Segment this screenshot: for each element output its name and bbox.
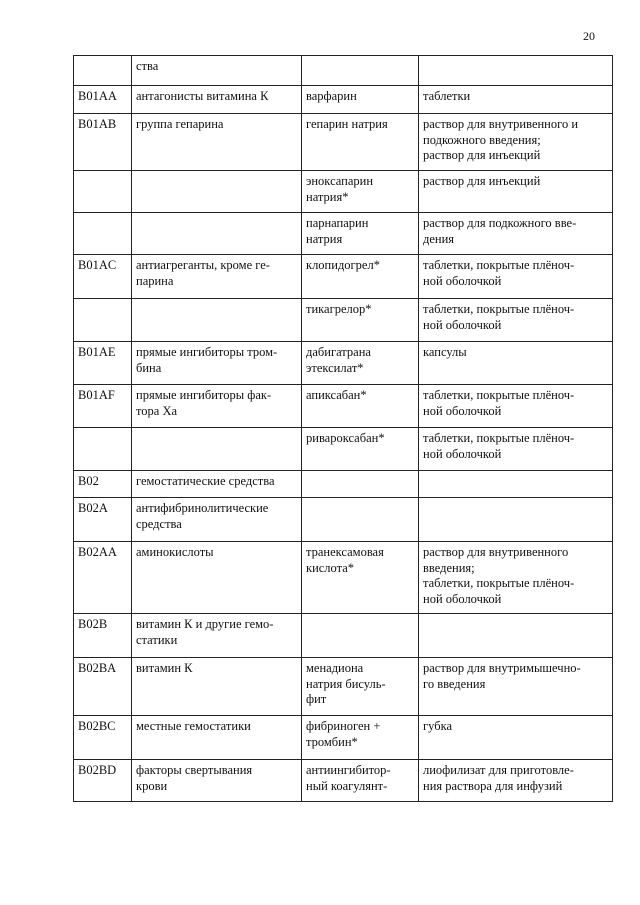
drug-classification-table	[73, 55, 613, 802]
group-cell: антифибринолитические средства	[132, 498, 302, 542]
drug-cell: клопидогрел*	[302, 255, 419, 299]
group-cell: аминокислоты	[132, 542, 302, 614]
drug-cell: антиингибитор- ный коагулянт-	[302, 760, 419, 802]
group-cell: витамин К и другие гемо- статики	[132, 614, 302, 658]
atc-code-cell	[74, 428, 132, 471]
dosage-form-cell	[419, 471, 613, 498]
dosage-form-cell: таблетки, покрытые плёноч- ной оболочкой	[419, 255, 613, 299]
group-cell: группа гепарина	[132, 114, 302, 171]
atc-code-cell: B02AA	[74, 542, 132, 614]
dosage-form-cell: таблетки, покрытые плёноч- ной оболочкой	[419, 428, 613, 471]
table-row	[74, 86, 613, 114]
dosage-form-cell: таблетки, покрытые плёноч- ной оболочкой	[419, 385, 613, 428]
atc-code-cell	[74, 213, 132, 255]
drug-cell: парнапарин натрия	[302, 213, 419, 255]
dosage-form-cell: раствор для внутривенного введения; таблетки, покрытые плёноч- ной оболочкой	[419, 542, 613, 614]
dosage-form-cell: губка	[419, 716, 613, 760]
drug-cell: гепарин натрия	[302, 114, 419, 171]
table-row	[74, 471, 613, 498]
table-row	[74, 255, 613, 299]
drug-cell: ривароксабан*	[302, 428, 419, 471]
dosage-form-cell: капсулы	[419, 342, 613, 385]
drug-cell: апиксабан*	[302, 385, 419, 428]
group-cell: факторы свертывания крови	[132, 760, 302, 802]
table-row	[74, 542, 613, 614]
drug-cell: тикагрелор*	[302, 299, 419, 342]
dosage-form-cell: раствор для инъекций	[419, 171, 613, 213]
group-cell	[132, 428, 302, 471]
drug-cell: дабигатрана этексилат*	[302, 342, 419, 385]
table-row	[74, 56, 613, 86]
atc-code-cell: B02BD	[74, 760, 132, 802]
drug-cell	[302, 614, 419, 658]
group-cell: местные гемостатики	[132, 716, 302, 760]
table-row	[74, 498, 613, 542]
group-cell: ства	[132, 56, 302, 86]
drug-cell	[302, 56, 419, 86]
table-row	[74, 171, 613, 213]
table-row	[74, 385, 613, 428]
drug-cell	[302, 471, 419, 498]
atc-code-cell: B02B	[74, 614, 132, 658]
table-row	[74, 114, 613, 171]
atc-code-cell: B02	[74, 471, 132, 498]
atc-code-cell	[74, 171, 132, 213]
table-row	[74, 213, 613, 255]
atc-code-cell: B01AF	[74, 385, 132, 428]
table-row	[74, 342, 613, 385]
group-cell: антагонисты витамина К	[132, 86, 302, 114]
dosage-form-cell: лиофилизат для приготовле- ния раствора для инфузий	[419, 760, 613, 802]
group-cell	[132, 299, 302, 342]
dosage-form-cell	[419, 498, 613, 542]
dosage-form-cell: таблетки, покрытые плёноч- ной оболочкой	[419, 299, 613, 342]
group-cell: антиагреганты, кроме ге- парина	[132, 255, 302, 299]
group-cell	[132, 171, 302, 213]
page-number: 20	[583, 29, 595, 43]
table-row	[74, 658, 613, 716]
group-cell: гемостатические средства	[132, 471, 302, 498]
atc-code-cell: B02BC	[74, 716, 132, 760]
atc-code-cell: B02BA	[74, 658, 132, 716]
table-row	[74, 760, 613, 802]
group-cell: прямые ингибиторы тром- бина	[132, 342, 302, 385]
atc-code-cell: B02A	[74, 498, 132, 542]
drug-cell: эноксапарин натрия*	[302, 171, 419, 213]
drug-cell: менадиона натрия бисуль- фит	[302, 658, 419, 716]
atc-code-cell: B01AC	[74, 255, 132, 299]
dosage-form-cell	[419, 614, 613, 658]
atc-code-cell: B01AA	[74, 86, 132, 114]
drug-cell	[302, 498, 419, 542]
atc-code-cell	[74, 56, 132, 86]
dosage-form-cell: таблетки	[419, 86, 613, 114]
table-row	[74, 614, 613, 658]
atc-code-cell	[74, 299, 132, 342]
table-row	[74, 299, 613, 342]
table-row	[74, 428, 613, 471]
group-cell: витамин К	[132, 658, 302, 716]
dosage-form-cell: раствор для внутримышечно- го введения	[419, 658, 613, 716]
dosage-form-cell: раствор для внутривенного и подкожного введения; раствор для инъекций	[419, 114, 613, 171]
drug-cell: транексамовая кислота*	[302, 542, 419, 614]
drug-cell: варфарин	[302, 86, 419, 114]
group-cell	[132, 213, 302, 255]
table-row	[74, 716, 613, 760]
group-cell: прямые ингибиторы фак- тора Ха	[132, 385, 302, 428]
dosage-form-cell	[419, 56, 613, 86]
atc-code-cell: B01AE	[74, 342, 132, 385]
dosage-form-cell: раствор для подкожного вве- дения	[419, 213, 613, 255]
atc-code-cell: B01AB	[74, 114, 132, 171]
drug-cell: фибриноген + тромбин*	[302, 716, 419, 760]
